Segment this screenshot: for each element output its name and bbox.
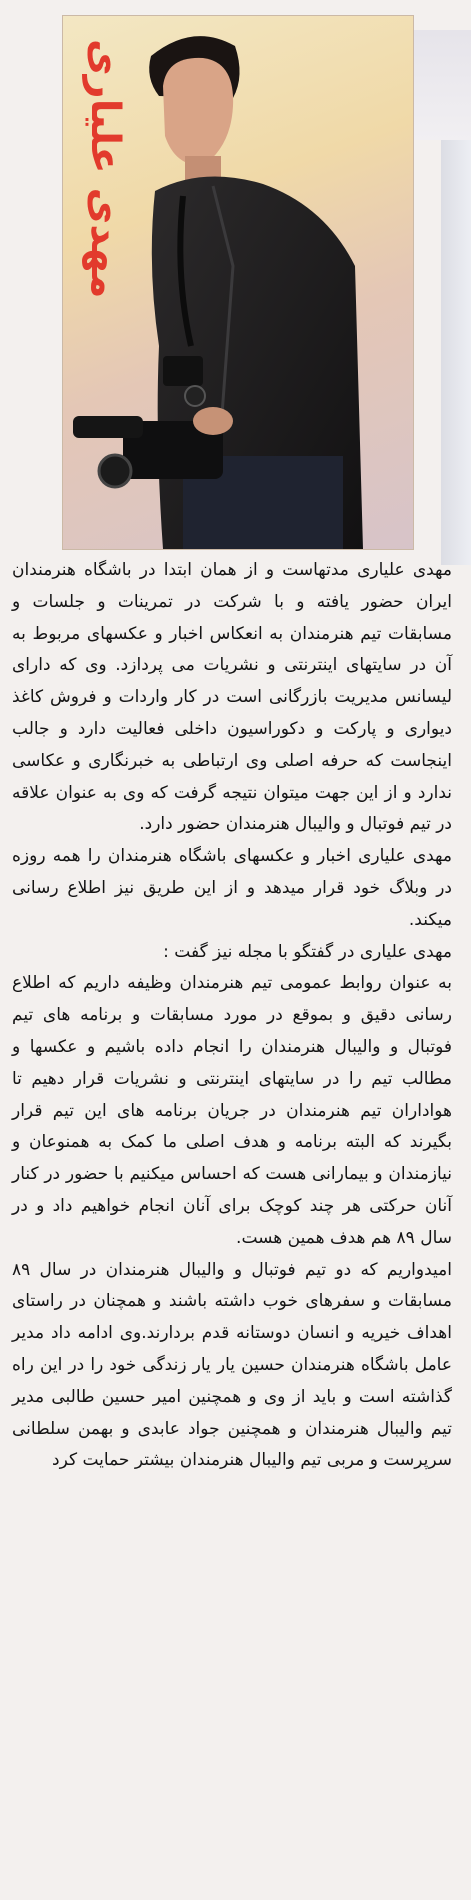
- article-paragraph: مهدی علیاری مدتهاست و از همان ابتدا در باشگاه هنرمندان ایران حضور یافته و با شرکت در تمرینات و جلسات و مسابقات تیم هنرمندان به انعکاس اخبار و عکسهای مربوط به آن در سایتهای اینترنتی و نشریات می پردازد. وی که دارای لیسانس مدیریت بازرگانی است در کار واردات و فروش کاغذ دیواری و پارکت و دکوراسیون داخلی فعالیت دارد و جالب اینجاست که حرفه اصلی وی ارتباطی به خبرنگاری و عکاسی ندارد و از این جهت میتوان نتیجه گرفت که وی به عنوان علاقه در تیم فوتبال و والیبال هنرمندان حضور دارد.: [12, 560, 452, 835]
- portrait-photo: [62, 15, 414, 550]
- article-paragraph: مهدی علیاری در گفتگو با مجله نیز گفت :: [163, 941, 452, 962]
- photo-name-text: مهدی علیاری: [82, 39, 128, 299]
- article-paragraph: امیدواریم که دو تیم فوتبال و والیبال هنرمندان در سال ۸۹ مسابقات و سفرهای خوب داشته باشند و همچنان در راستای اهداف خیریه و انسان دوستانه قدم بردارند.وی ادامه داد مدیر عامل باشگاه هنرمندان حسین یار یار زندگی خود را در این راه گذاشته است و باید از وی و همچنین امیر حسین طالبی مدیر تیم والیبال هنرمندان و همچنین جواد عابدی و بهمن سلطانی سرپرست و مربی تیم والیبال هنرمندان بیشتر حمایت کرد: [12, 1259, 452, 1471]
- article-body: [12, 555, 452, 1477]
- background-page-edge: [441, 135, 471, 565]
- article-paragraph: به عنوان روابط عمومی تیم هنرمندان وظیفه داریم که اطلاع رسانی دقیق و بموقع در مورد مسابقات و برنامه های تیم فوتبال و والیبال هنرمندان را انجام داده باشیم و عکسها و مطالب تیم را در سایتهای اینترنتی و نشریات قرار دهیم تا هواداران تیم هنرمندان در جریان برنامه های این تیم قرار بگیرند که البته برنامه و هدف اصلی ما کمک به همنوعان و نیازمندان و بیمارانی هست که احساس میکنیم با حضور در کنار آنان حرکتی هر چند کوچک برای آنان انجام خواهیم داد و در سال ۸۹ هم هدف همین هست.: [12, 973, 452, 1248]
- article-paragraph: مهدی علیاری اخبار و عکسهای باشگاه هنرمندان را همه روزه در وبلاگ خود قرار میدهد و از این طریق نیز اطلاع رسانی میکند.: [12, 846, 452, 930]
- photo-name-caption: [71, 24, 139, 314]
